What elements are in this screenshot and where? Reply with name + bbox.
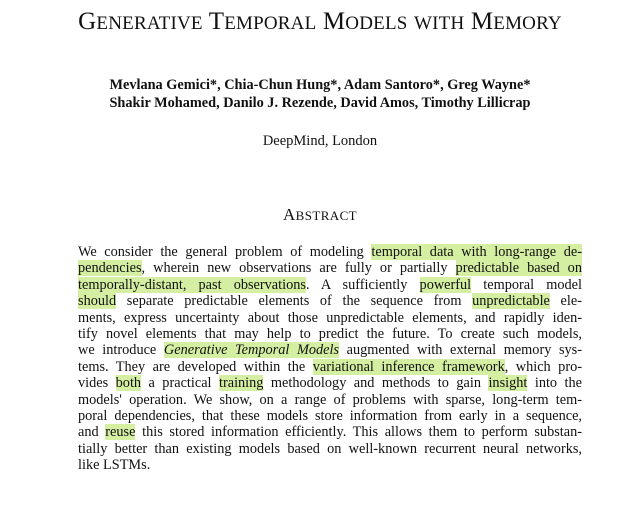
abstract-text: vides: [78, 375, 116, 392]
highlighted-phrase: both: [115, 375, 142, 392]
abstract-text: , which pro-: [504, 358, 582, 375]
abstract-line: [78, 244, 582, 260]
highlighted-phrase: should: [78, 293, 117, 310]
title-word: TEMPORAL: [208, 8, 317, 35]
highlighted-phrase: insight: [488, 375, 528, 392]
highlighted-phrase: predictable based on: [455, 260, 582, 277]
abstract-text: a practical: [141, 375, 219, 392]
author-line-2: Shakir Mohamed, Danilo J. Rezende, David Amos, Timothy Lillicrap: [109, 95, 531, 111]
abstract-text: into the: [527, 375, 583, 392]
abstract-text: ele-: [549, 293, 582, 310]
highlighted-phrase: temporally-distant, past observations: [78, 276, 306, 293]
abstract-line: [78, 326, 582, 342]
abstract-text: augmented with external memory sys-: [339, 342, 583, 359]
abstract-line: [78, 293, 582, 309]
abstract-line: [78, 375, 582, 391]
abstract-line: [78, 392, 582, 408]
abstract-text: tems. They are developed within the: [78, 358, 313, 375]
abstract-text: , wherein new observations are fully or partially: [141, 260, 456, 277]
abstract-line: [78, 260, 582, 276]
abstract-body: [78, 244, 582, 473]
abstract-text: models' operation. We show, on a range of problems with sparse, long-term tem-: [78, 391, 582, 408]
abstract-text: . A sufficiently: [305, 276, 420, 293]
abstract-text: temporal model: [471, 276, 582, 293]
abstract-text: methodology and methods to gain: [263, 375, 489, 392]
abstract-text: ments, express uncertainty about those unpredictable elements, and rapidly iden-: [78, 309, 582, 326]
abstract-line: [78, 310, 582, 326]
abstract-text: and: [78, 424, 106, 441]
abstract-line: [78, 359, 582, 375]
title-word: MEMORY: [470, 8, 562, 35]
abstract-text: like LSTMs.: [78, 457, 151, 474]
abstract-line: [78, 441, 582, 457]
author-line-1: Mevlana Gemici*, Chia-Chun Hung*, Adam Santoro*, Greg Wayne*: [109, 77, 531, 93]
abstract-text: tially better than existing models based on well-known recurrent neural networks,: [78, 440, 582, 457]
highlighted-phrase: pendencies: [78, 260, 142, 277]
abstract-line: [78, 457, 582, 473]
abstract-line: [78, 408, 582, 424]
abstract-line: [78, 342, 582, 358]
highlighted-phrase: reuse: [105, 424, 136, 441]
title-word: WITH: [413, 13, 465, 34]
highlighted-phrase: powerful: [419, 276, 472, 293]
highlighted-phrase: unpredictable: [472, 293, 550, 310]
title-word: MODELS: [322, 8, 408, 35]
abstract-line: [78, 277, 582, 293]
abstract-text: separate predictable elements of the sequence from: [116, 293, 473, 310]
abstract-text: We consider the general problem of modeling: [78, 244, 372, 260]
paper-title: [0, 8, 640, 36]
abstract-heading: ABSTRACT: [282, 205, 357, 224]
author-list: [0, 76, 640, 112]
title-word: GENERATIVE: [78, 8, 203, 35]
abstract-text: this stored information efficiently. This allows them to perform substan-: [135, 424, 583, 441]
affiliation: DeepMind, London: [262, 133, 378, 149]
abstract-text: poral dependencies, that these models store information from early in a sequence,: [78, 407, 582, 424]
abstract-text: tify novel elements that may help to predict the future. To create such models,: [78, 325, 582, 342]
abstract-text: we introduce: [78, 342, 164, 359]
highlighted-phrase: temporal data with long-range de-: [371, 244, 582, 260]
highlighted-phrase: Generative Temporal Models: [163, 342, 340, 359]
highlighted-phrase: variational inference framework: [312, 358, 505, 375]
abstract-line: [78, 424, 582, 440]
highlighted-phrase: training: [218, 375, 264, 392]
